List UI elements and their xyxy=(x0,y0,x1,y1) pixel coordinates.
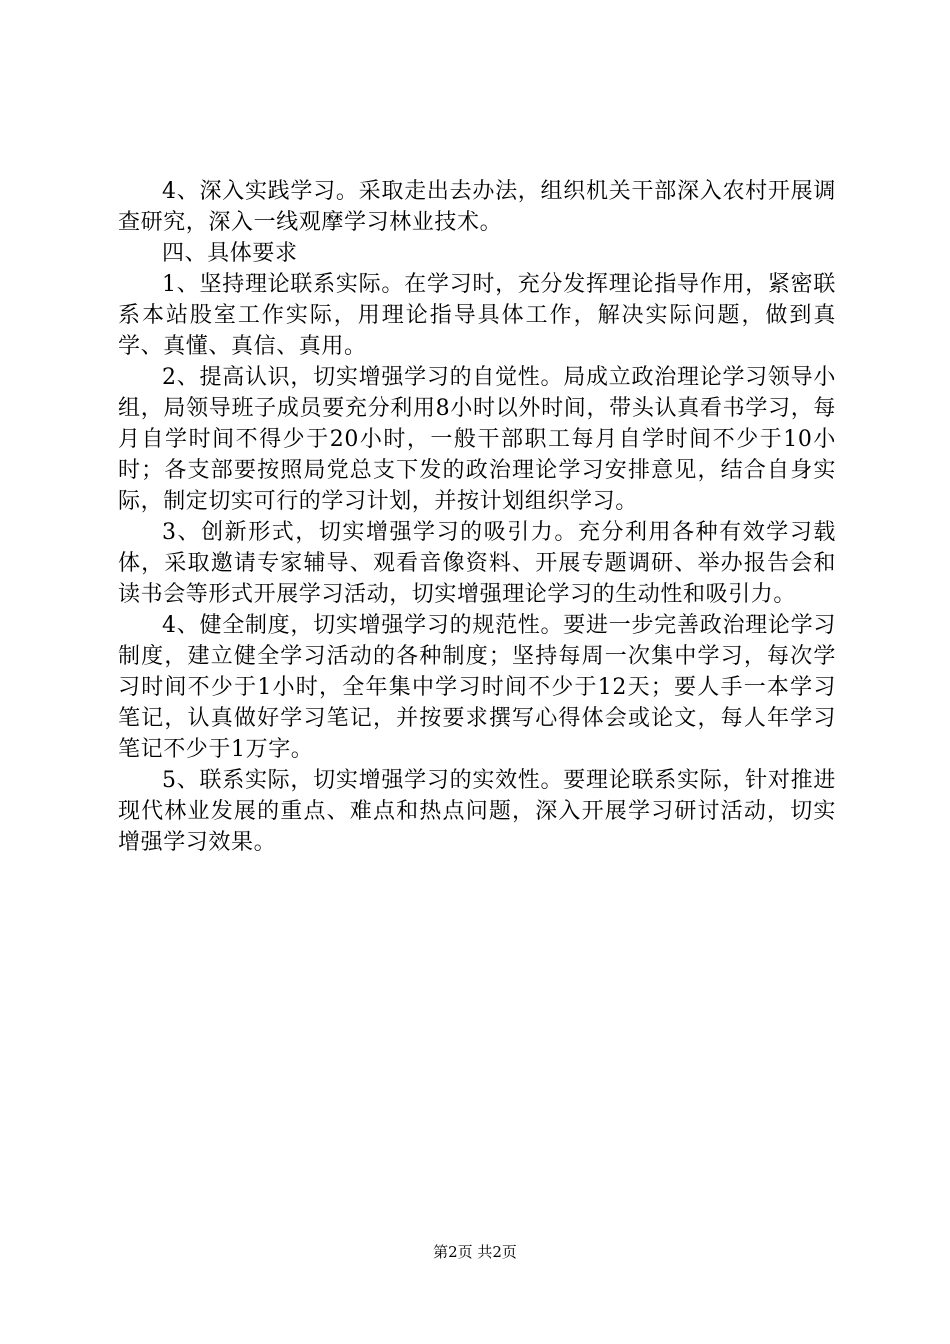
section-heading-requirements: 四、具体要求 xyxy=(162,241,298,266)
paragraph-requirement-2: 2、提高认识，切实增强学习的自觉性。局成立政治理论学习领导小组，局领导班子成员要充分利用8小时以外时间，带头认真看书学习，每月自学时间不得少于20小时，一般干部职工每月自学时间不少于10小时；各支部要按照局党总支下发的政治理论学习安排意见，结合自身实际，制定切实可行的学习计划，并按计划组织学习。 xyxy=(118,365,836,514)
paragraph-practice-study: 4、深入实践学习。采取走出去办法，组织机关干部深入农村开展调查研究，深入一线观摩学习林业技术。 xyxy=(118,179,836,235)
paragraph-requirement-5: 5、联系实际，切实增强学习的实效性。要理论联系实际，针对推进现代林业发展的重点、难点和热点问题，深入开展学习研讨活动，切实增强学习效果。 xyxy=(118,768,836,855)
paragraph-requirement-3: 3、创新形式，切实增强学习的吸引力。充分利用各种有效学习载体，采取邀请专家辅导、观看音像资料、开展专题调研、举办报告会和读书会等形式开展学习活动，切实增强理论学习的生动性和吸引力。 xyxy=(118,520,836,607)
paragraph-requirement-1: 1、坚持理论联系实际。在学习时，充分发挥理论指导作用，紧密联系本站股室工作实际，用理论指导具体工作，解决实际问题，做到真学、真懂、真信、真用。 xyxy=(118,272,836,359)
document-body xyxy=(118,176,836,858)
paragraph-requirement-4: 4、健全制度，切实增强学习的规范性。要进一步完善政治理论学习制度，建立健全学习活动的各种制度；坚持每周一次集中学习，每次学习时间不少于1小时，全年集中学习时间不少于12天；要人手一本学习笔记，认真做好学习笔记，并按要求撰写心得体会或论文，每人年学习笔记不少于1万字。 xyxy=(118,613,836,762)
page-number-footer: 第2页 共2页 xyxy=(433,1243,517,1261)
